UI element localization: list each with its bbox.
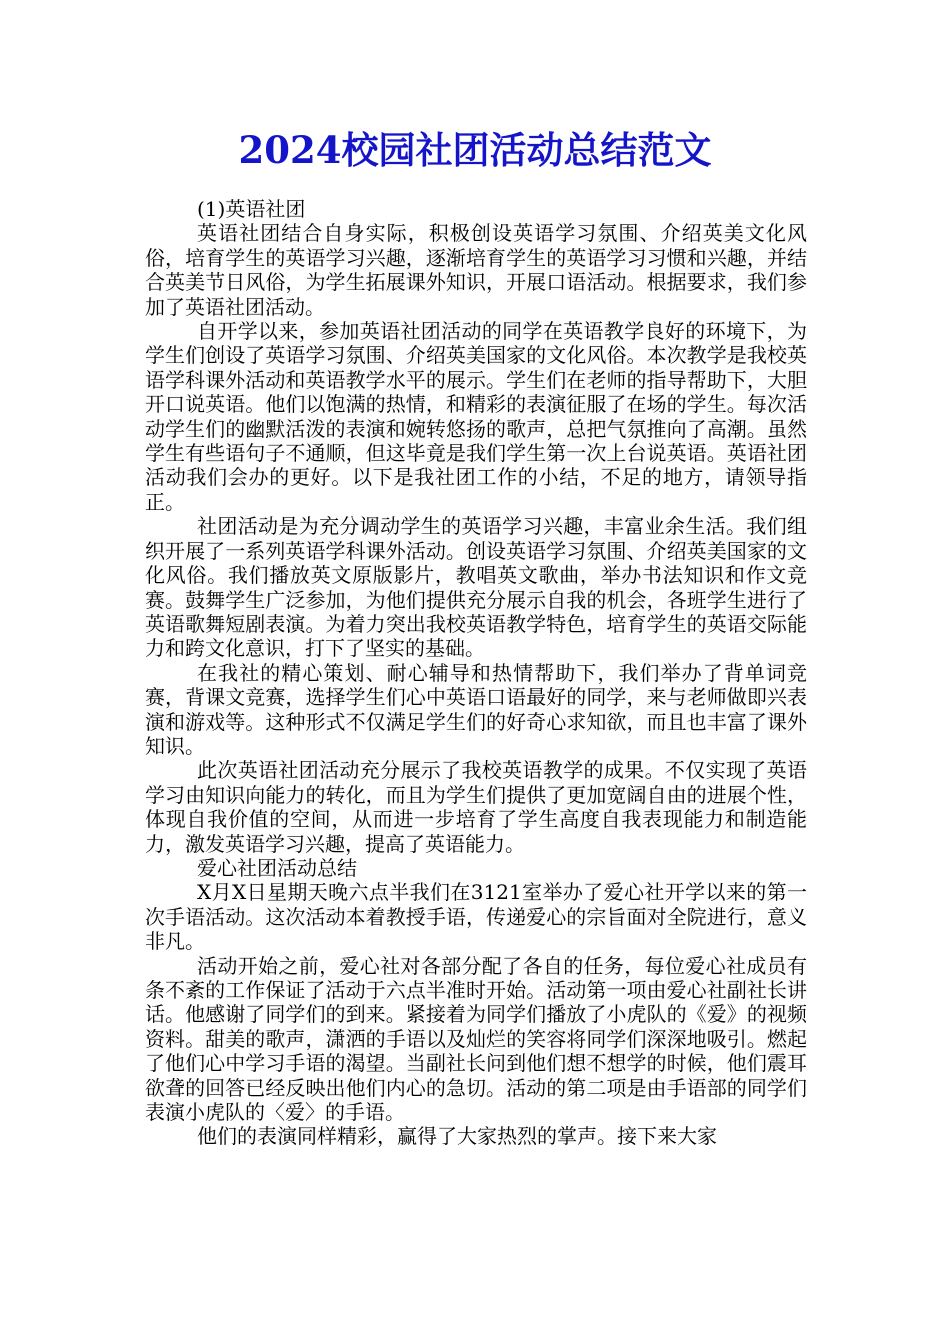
- document-title: 2024校园社团活动总结范文: [238, 128, 712, 172]
- paragraph: 他们的表演同样精彩，赢得了大家热烈的掌声。接下来大家: [197, 1124, 717, 1149]
- section-heading-charity-club: 爱心社团活动总结: [197, 855, 357, 880]
- paragraph: 社团活动是为充分调动学生的英语学习兴趣，丰富业余生活。我们组织开展了一系列英语学科课外活动。创设英语学习氛围、介绍英美国家的文化风俗。我们播放英文原版影片，教唱英文歌曲，举办书法知识和作文竞赛。鼓舞学生广泛参加，为他们提供充分展示自我的机会，各班学生进行了英语歌舞短剧表演。为着力突出我校英语教学特色，培育学生的英语交际能力和跨文化意识，打下了坚实的基础。: [145, 514, 807, 661]
- paragraph: X月X日星期天晚六点半我们在3121室举办了爱心社开学以来的第一次手语活动。这次活动本着教授手语，传递爱心的宗旨面对全院进行，意义非凡。: [145, 880, 807, 954]
- paragraph: 此次英语社团活动充分展示了我校英语教学的成果。不仅实现了英语学习由知识向能力的转化，而且为学生们提供了更加宽阔自由的进展个性，体现自我价值的空间，从而进一步培育了学生高度自我表现能力和制造能力，激发英语学习兴趣，提高了英语能力。: [145, 758, 807, 856]
- paragraph: 英语社团结合自身实际，积极创设英语学习氛围、介绍英美文化风俗，培育学生的英语学习兴趣，逐渐培育学生的英语学习习惯和兴趣，并结合英美节日风俗，为学生拓展课外知识，开展口语活动。根据要求，我们参加了英语社团活动。: [145, 221, 807, 319]
- paragraph: 在我社的精心策划、耐心辅导和热情帮助下，我们举办了背单词竞赛，背课文竞赛，选择学生们心中英语口语最好的同学，来与老师做即兴表演和游戏等。这种形式不仅满足学生们的好奇心求知欲，而且也丰富了课外知识。: [145, 660, 807, 758]
- section-heading-english-club: (1)英语社团: [197, 197, 306, 221]
- paragraph: 活动开始之前，爱心社对各部分配了各自的任务，每位爱心社成员有条不紊的工作保证了活动于六点半准时开始。活动第一项由爱心社副社长讲话。他感谢了同学们的到来。紧接着为同学们播放了小虎队的《爱》的视频资料。甜美的歌声，潇洒的手语以及灿烂的笑容将同学们深深地吸引。燃起了他们心中学习手语的渴望。当副社长问到他们想不想学的时候，他们震耳欲聋的回答已经反映出他们内心的急切。活动的第二项是由手语部的同学们表演小虎队的〈爱〉的手语。: [145, 953, 807, 1125]
- paragraph: 自开学以来，参加英语社团活动的同学在英语教学良好的环境下，为学生们创设了英语学习氛围、介绍英美国家的文化风俗。本次教学是我校英语学科课外活动和英语教学水平的展示。学生们在老师的指导帮助下，大胆开口说英语。他们以饱满的热情，和精彩的表演征服了在场的学生。每次活动学生们的幽默活泼的表演和婉转悠扬的歌声，总把气氛推向了高潮。虽然学生有些语句子不通顺，但这毕竟是我们学生第一次上台说英语。英语社团活动我们会办的更好。以下是我社团工作的小结，不足的地方，请领导指正。: [145, 319, 807, 514]
- document-body: [145, 197, 807, 1149]
